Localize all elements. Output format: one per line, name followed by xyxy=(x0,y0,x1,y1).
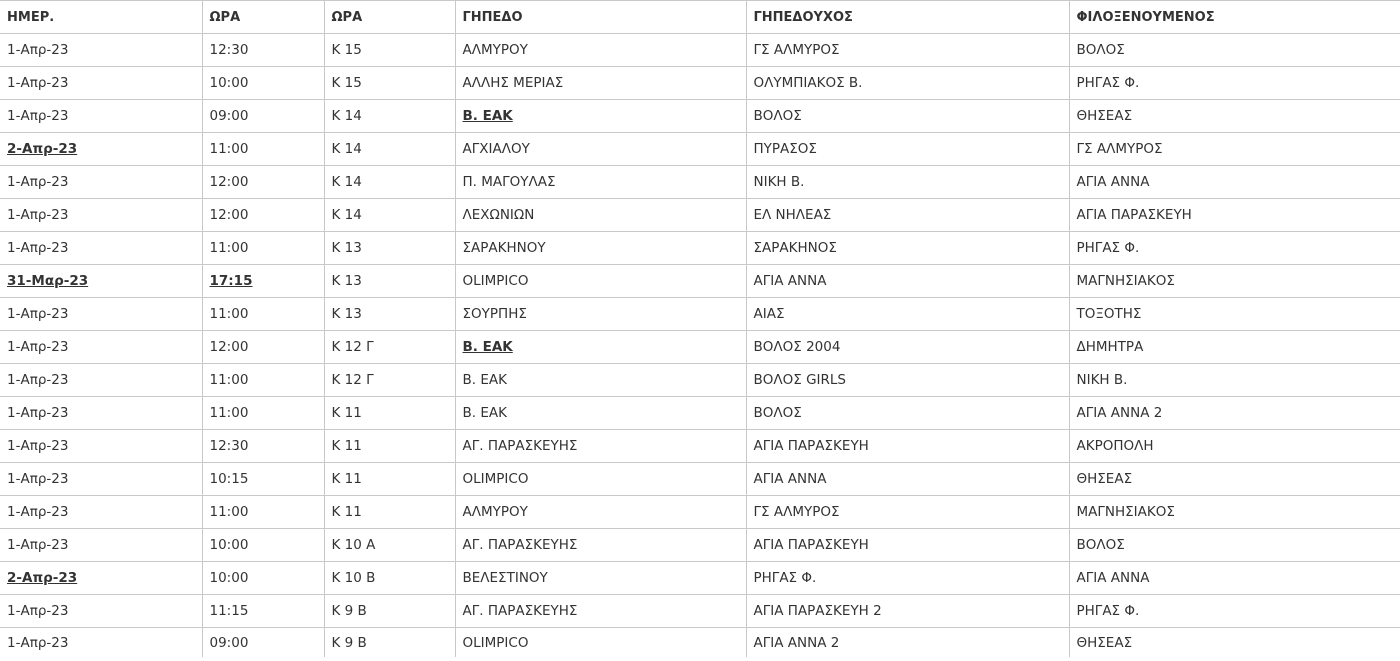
cell-date: 1-Απρ-23 xyxy=(0,595,202,628)
cell-home-team: ΑΓΙΑ ΑΝΝΑ 2 xyxy=(746,628,1069,658)
cell-venue: ΑΛΜΥΡΟΥ xyxy=(455,34,746,67)
cell-category: Κ 13 xyxy=(324,265,455,298)
cell-away-team: ΒΟΛΟΣ xyxy=(1069,34,1400,67)
table-row xyxy=(0,562,1400,595)
cell-category: Κ 14 xyxy=(324,100,455,133)
cell-time: 10:15 xyxy=(202,463,324,496)
cell-date: 1-Απρ-23 xyxy=(0,166,202,199)
cell-date: 1-Απρ-23 xyxy=(0,232,202,265)
header-away-team: ΦΙΛΟΞΕΝΟΥΜΕΝΟΣ xyxy=(1069,1,1400,34)
table-row xyxy=(0,496,1400,529)
cell-home-team: ΑΓΙΑ ΠΑΡΑΣΚΕΥΗ xyxy=(746,430,1069,463)
cell-time: 10:00 xyxy=(202,529,324,562)
table-row xyxy=(0,34,1400,67)
cell-home-team: ΒΟΛΟΣ xyxy=(746,397,1069,430)
cell-category: Κ 14 xyxy=(324,133,455,166)
cell-category: Κ 11 xyxy=(324,463,455,496)
cell-away-team: ΡΗΓΑΣ Φ. xyxy=(1069,595,1400,628)
cell-away-team: ΜΑΓΝΗΣΙΑΚΟΣ xyxy=(1069,496,1400,529)
cell-time: 09:00 xyxy=(202,100,324,133)
cell-time: 09:00 xyxy=(202,628,324,658)
table-row xyxy=(0,298,1400,331)
cell-time: 10:00 xyxy=(202,562,324,595)
cell-home-team: ΑΓΙΑ ΠΑΡΑΣΚΕΥΗ xyxy=(746,529,1069,562)
cell-away-team: ΑΓΙΑ ΑΝΝΑ xyxy=(1069,562,1400,595)
cell-date: 1-Απρ-23 xyxy=(0,34,202,67)
cell-home-team: ΠΥΡΑΣΟΣ xyxy=(746,133,1069,166)
cell-venue: ΑΓΧΙΑΛΟΥ xyxy=(455,133,746,166)
cell-time: 12:00 xyxy=(202,199,324,232)
cell-home-team: ΓΣ ΑΛΜΥΡΟΣ xyxy=(746,496,1069,529)
cell-venue: Π. ΜΑΓΟΥΛΑΣ xyxy=(455,166,746,199)
table-row xyxy=(0,133,1400,166)
cell-time: 11:00 xyxy=(202,397,324,430)
cell-date: 1-Απρ-23 xyxy=(0,397,202,430)
cell-category: Κ 14 xyxy=(324,199,455,232)
cell-venue: OLIMPICO xyxy=(455,463,746,496)
cell-category: Κ 10 Α xyxy=(324,529,455,562)
table-row xyxy=(0,397,1400,430)
cell-time: 10:00 xyxy=(202,67,324,100)
cell-away-team: ΓΣ ΑΛΜΥΡΟΣ xyxy=(1069,133,1400,166)
cell-home-team: ΑΓΙΑ ΑΝΝΑ xyxy=(746,265,1069,298)
table-header xyxy=(0,1,1400,34)
cell-date: 1-Απρ-23 xyxy=(0,100,202,133)
cell-away-team: ΤΟΞΟΤΗΣ xyxy=(1069,298,1400,331)
cell-home-team: ΑΓΙΑ ΑΝΝΑ xyxy=(746,463,1069,496)
table-row xyxy=(0,166,1400,199)
header-time: ΩΡΑ xyxy=(202,1,324,34)
cell-away-team: ΑΓΙΑ ΠΑΡΑΣΚΕΥΗ xyxy=(1069,199,1400,232)
cell-venue: OLIMPICO xyxy=(455,265,746,298)
cell-venue: ΣΟΥΡΠΗΣ xyxy=(455,298,746,331)
cell-away-team: ΘΗΣΕΑΣ xyxy=(1076,634,1133,651)
cell-category: Κ 13 xyxy=(324,298,455,331)
table-row xyxy=(0,529,1400,562)
cell-time: 11:00 xyxy=(202,232,324,265)
table-row xyxy=(0,595,1400,628)
cell-home-team: ΝΙΚΗ Β. xyxy=(746,166,1069,199)
cell-date: 1-Απρ-23 xyxy=(0,298,202,331)
table-body xyxy=(0,34,1400,658)
cell-category: Κ 11 xyxy=(324,430,455,463)
table-row xyxy=(0,67,1400,100)
cell-date-highlighted: 2-Απρ-23 xyxy=(0,133,202,166)
cell-category: Κ 12 Γ xyxy=(324,364,455,397)
cell-away-team: ΑΓΙΑ ΑΝΝΑ xyxy=(1069,166,1400,199)
cell-home-team: ΟΛΥΜΠΙΑΚΟΣ Β. xyxy=(746,67,1069,100)
table-row xyxy=(0,265,1400,298)
cell-away-team: ΑΚΡΟΠΟΛΗ xyxy=(1069,430,1400,463)
cell-date: 1-Απρ-23 xyxy=(0,331,202,364)
cell-venue: ΣΑΡΑΚΗΝΟΥ xyxy=(455,232,746,265)
table-row xyxy=(0,430,1400,463)
cell-time: 12:00 xyxy=(202,166,324,199)
header-date: ΗΜΕΡ. xyxy=(0,1,202,34)
cell-home-team: ΑΓΙΑ ΠΑΡΑΣΚΕΥΗ 2 xyxy=(746,595,1069,628)
table-row xyxy=(0,100,1400,133)
cell-category: Κ 13 xyxy=(324,232,455,265)
cell-time: 11:15 xyxy=(202,595,324,628)
cell-date: 1-Απρ-23 xyxy=(0,529,202,562)
cell-venue: Β. ΕΑΚ xyxy=(455,397,746,430)
cell-time: 12:00 xyxy=(202,331,324,364)
cell-away-team: ΡΗΓΑΣ Φ. xyxy=(1069,67,1400,100)
cell-category: Κ 15 xyxy=(324,67,455,100)
table-row xyxy=(0,199,1400,232)
table-row xyxy=(0,628,1400,658)
cell-away-team: ΑΓΙΑ ΑΝΝΑ 2 xyxy=(1069,397,1400,430)
cell-category: Κ 10 Β xyxy=(324,562,455,595)
cell-date-highlighted: 2-Απρ-23 xyxy=(0,562,202,595)
cell-venue: ΑΛΜΥΡΟΥ xyxy=(455,496,746,529)
cell-date: 1-Απρ-23 xyxy=(0,496,202,529)
cell-time: 11:00 xyxy=(202,298,324,331)
cell-venue: ΑΓ. ΠΑΡΑΣΚΕΥΗΣ xyxy=(455,529,746,562)
cell-venue-highlighted: Β. ΕΑΚ xyxy=(455,331,746,364)
cell-date: 1-Απρ-23 xyxy=(0,67,202,100)
cell-time: 11:00 xyxy=(202,496,324,529)
cell-home-team: ΒΟΛΟΣ xyxy=(746,100,1069,133)
header-category: ΩΡΑ xyxy=(324,1,455,34)
cell-time: 12:30 xyxy=(202,430,324,463)
cell-category: Κ 15 xyxy=(324,34,455,67)
cell-venue-highlighted: Β. ΕΑΚ xyxy=(455,100,746,133)
cell-home-team: ΓΣ ΑΛΜΥΡΟΣ xyxy=(746,34,1069,67)
table-row xyxy=(0,331,1400,364)
cell-category: Κ 9 Β xyxy=(324,628,455,658)
cell-venue: ΛΕΧΩΝΙΩΝ xyxy=(455,199,746,232)
cell-venue: Β. ΕΑΚ xyxy=(455,364,746,397)
table-row xyxy=(0,364,1400,397)
cell-home-team: ΒΟΛΟΣ 2004 xyxy=(746,331,1069,364)
cell-date: 1-Απρ-23 xyxy=(0,199,202,232)
table-row xyxy=(0,463,1400,496)
cell-away-team: ΡΗΓΑΣ Φ. xyxy=(1069,232,1400,265)
cell-venue: ΑΛΛΗΣ ΜΕΡΙΑΣ xyxy=(455,67,746,100)
cell-home-team: ΡΗΓΑΣ Φ. xyxy=(746,562,1069,595)
cell-away-team: ΝΙΚΗ Β. xyxy=(1069,364,1400,397)
cell-date: 1-Απρ-23 xyxy=(0,364,202,397)
cell-venue: ΑΓ. ΠΑΡΑΣΚΕΥΗΣ xyxy=(455,595,746,628)
table-row xyxy=(0,232,1400,265)
header-row xyxy=(0,1,1400,34)
cell-time: 11:00 xyxy=(202,364,324,397)
cell-category: Κ 9 Β xyxy=(324,595,455,628)
cell-time: 12:30 xyxy=(202,34,324,67)
cell-away-team: ΔΗΜΗΤΡΑ xyxy=(1069,331,1400,364)
header-home-team: ΓΗΠΕΔΟΥΧΟΣ xyxy=(746,1,1069,34)
header-venue: ΓΗΠΕΔΟ xyxy=(455,1,746,34)
cell-time: 11:00 xyxy=(202,133,324,166)
cell-date: 1-Απρ-23 xyxy=(0,463,202,496)
cell-away-team: ΘΗΣΕΑΣ xyxy=(1069,463,1400,496)
cell-home-team: ΑΙΑΣ xyxy=(746,298,1069,331)
cell-category: Κ 14 xyxy=(324,166,455,199)
cell-date: 1-Απρ-23 xyxy=(0,430,202,463)
cell-date: 1-Απρ-23 xyxy=(0,628,202,658)
cell-venue: ΒΕΛΕΣΤΙΝΟΥ xyxy=(455,562,746,595)
cell-home-team: ΣΑΡΑΚΗΝΟΣ xyxy=(746,232,1069,265)
cell-date-highlighted: 31-Μαρ-23 xyxy=(0,265,202,298)
cell-category: Κ 12 Γ xyxy=(324,331,455,364)
cell-away-team: ΜΑΓΝΗΣΙΑΚΟΣ xyxy=(1069,265,1400,298)
cell-home-team: ΒΟΛΟΣ GIRLS xyxy=(746,364,1069,397)
cell-category: Κ 11 xyxy=(324,397,455,430)
cell-away-team: ΘΗΣΕΑΣ xyxy=(1069,100,1400,133)
cell-category: Κ 11 xyxy=(324,496,455,529)
cell-time-highlighted: 17:15 xyxy=(202,265,324,298)
cell-away-team: ΒΟΛΟΣ xyxy=(1069,529,1400,562)
cell-home-team: ΕΛ ΝΗΛΕΑΣ xyxy=(746,199,1069,232)
cell-venue: ΑΓ. ΠΑΡΑΣΚΕΥΗΣ xyxy=(455,430,746,463)
cell-venue: OLIMPICO xyxy=(455,628,746,658)
